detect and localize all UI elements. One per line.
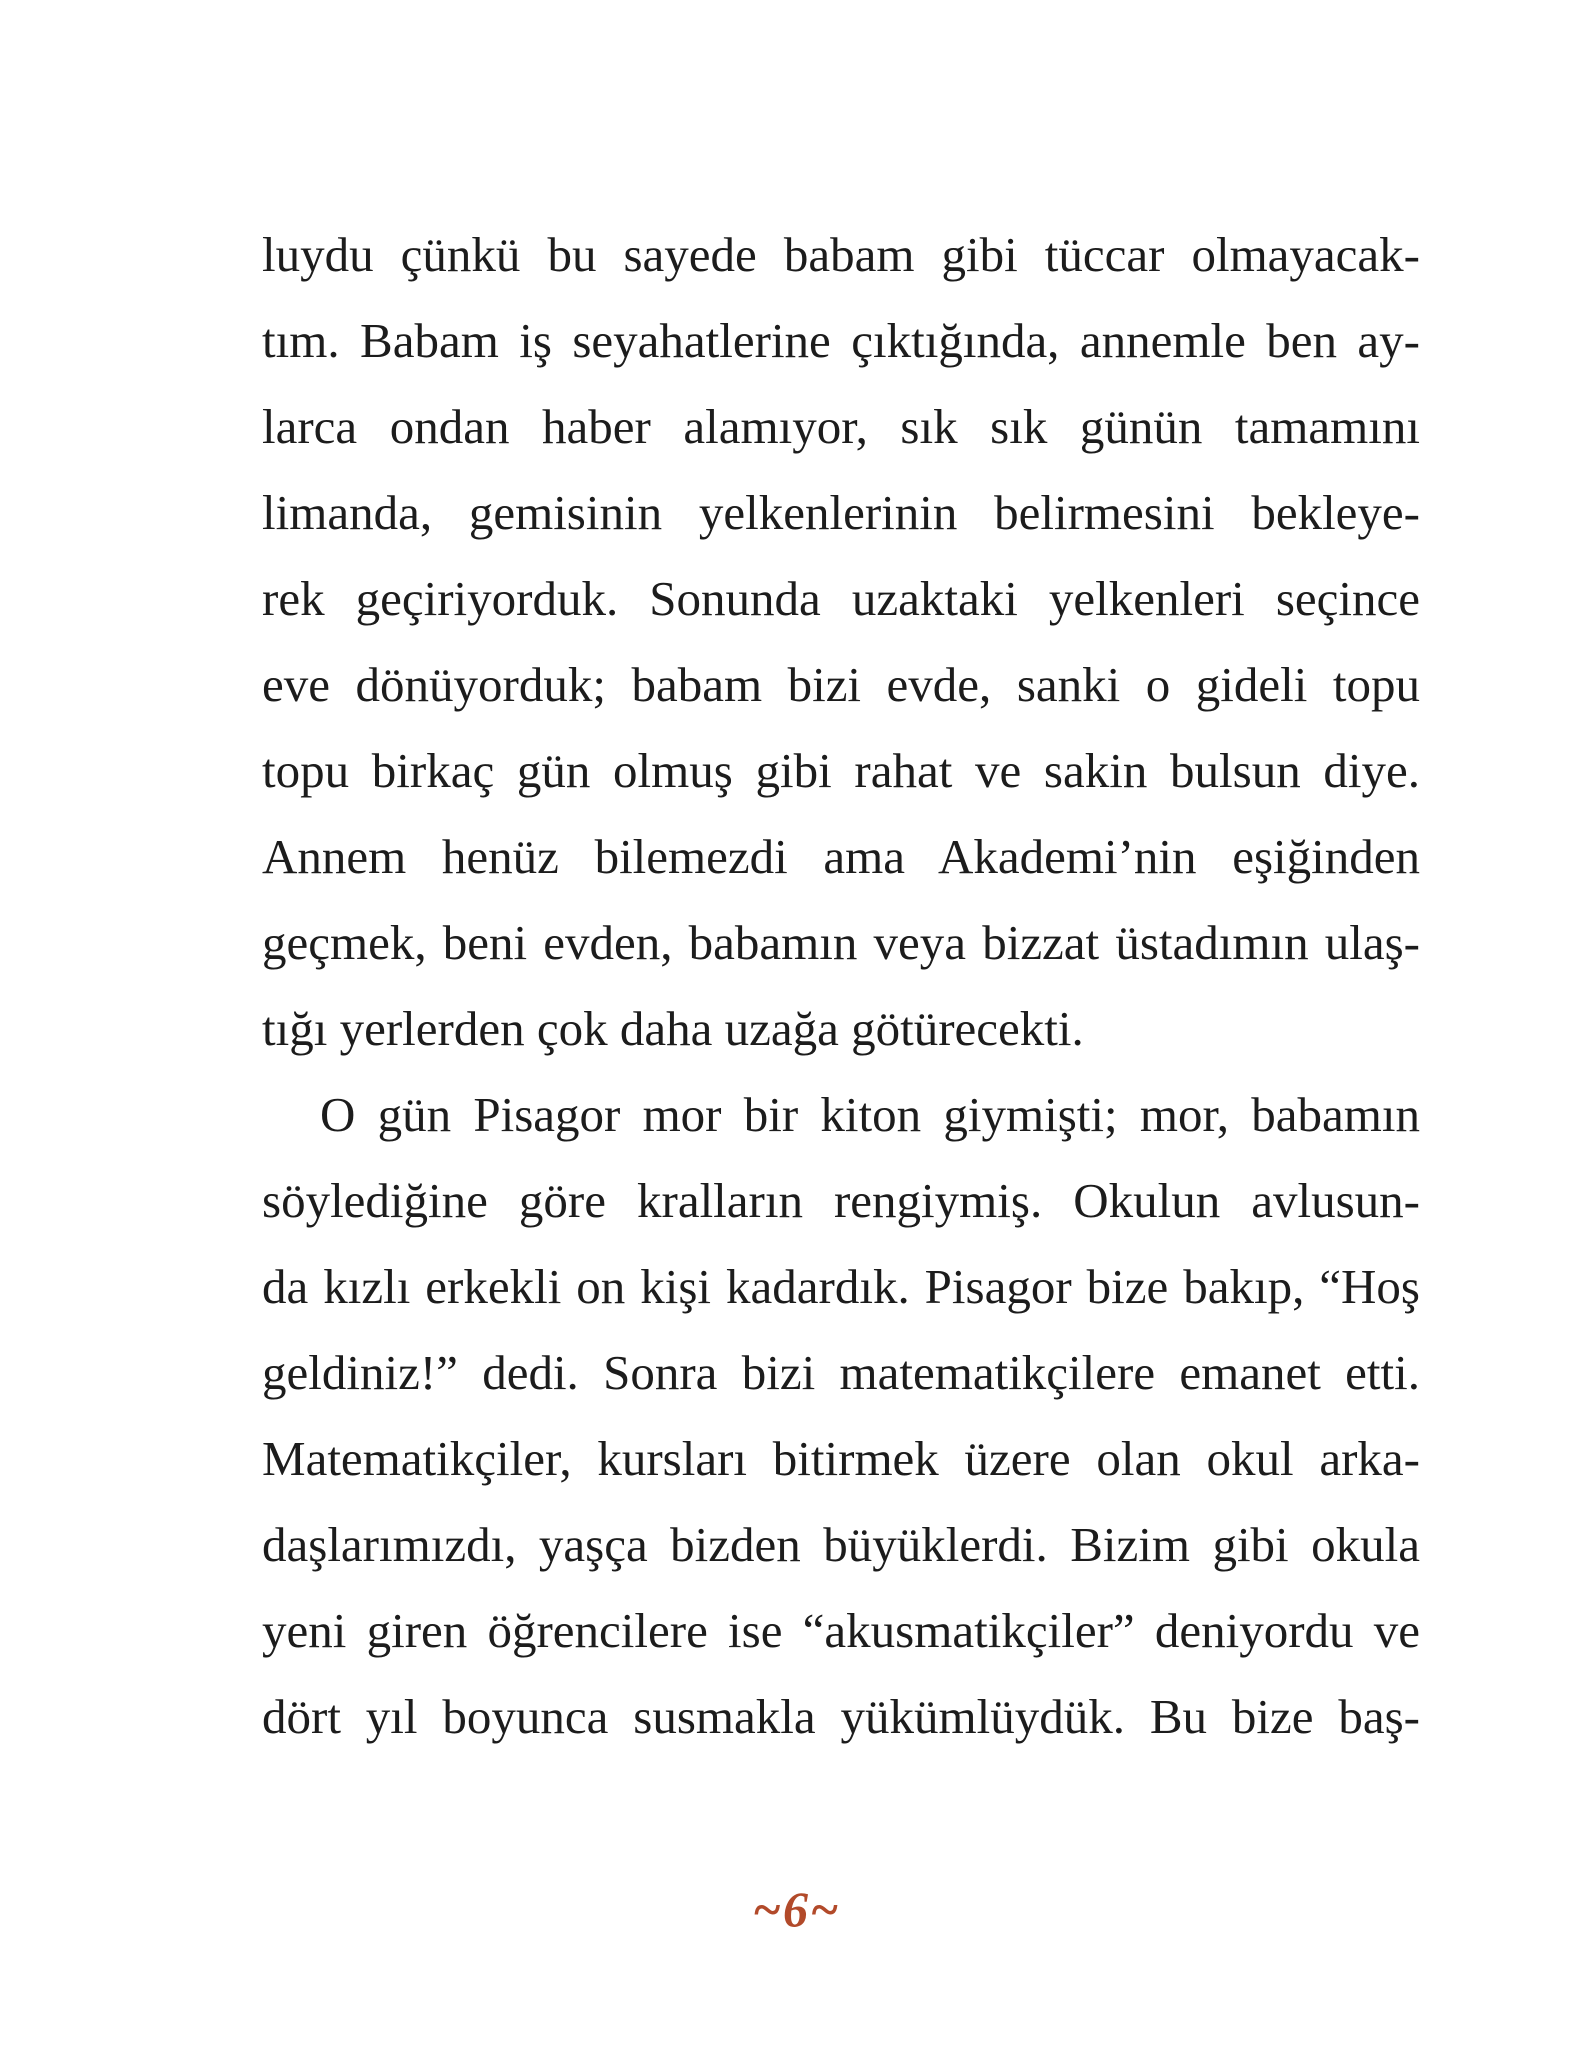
text-line: rek geçiriyorduk. Sonunda uzaktaki yelkenleri seçince: [262, 571, 1420, 626]
text-line: yeni giren öğrencilere ise “akusmatikçiler” deniyordu ve: [262, 1603, 1420, 1658]
text-line: daşlarımızdı, yaşça bizden büyüklerdi. Bizim gibi okula: [262, 1517, 1420, 1572]
text-line: tığı yerlerden çok daha uzağa götürecekti.: [262, 1001, 1084, 1056]
text-line: Annem henüz bilemezdi ama Akademi’nin eşiğinden: [262, 829, 1420, 884]
page-number: ~6~: [752, 1881, 841, 1937]
text-line: topu birkaç gün olmuş gibi rahat ve sakin bulsun diye.: [262, 743, 1420, 798]
text-line: geldiniz!” dedi. Sonra bizi matematikçilere emanet etti.: [262, 1345, 1420, 1400]
text-line: söylediğine göre kralların rengiymiş. Okulun avlusun-: [262, 1173, 1420, 1228]
text-line: luydu çünkü bu sayede babam gibi tüccar olmayacak-: [262, 227, 1420, 282]
text-line: larca ondan haber alamıyor, sık sık günün tamamını: [262, 399, 1420, 454]
text-line: da kızlı erkekli on kişi kadardık. Pisagor bize bakıp, “Hoş: [262, 1259, 1420, 1314]
body-text: [262, 212, 1420, 1760]
text-line: O gün Pisagor mor bir kiton giymişti; mor, babamın: [320, 1087, 1420, 1142]
text-line: Matematikçiler, kursları bitirmek üzere olan okul arka-: [262, 1431, 1420, 1486]
text-line: dört yıl boyunca susmakla yükümlüydük. Bu bize baş-: [262, 1689, 1420, 1744]
text-line: limanda, gemisinin yelkenlerinin belirmesini bekleye-: [262, 485, 1420, 540]
text-line: geçmek, beni evden, babamın veya bizzat üstadımın ulaş-: [262, 915, 1420, 970]
text-line: eve dönüyorduk; babam bizi evde, sanki o gideli topu: [262, 657, 1420, 712]
text-line: tım. Babam iş seyahatlerine çıktığında, annemle ben ay-: [262, 313, 1420, 368]
